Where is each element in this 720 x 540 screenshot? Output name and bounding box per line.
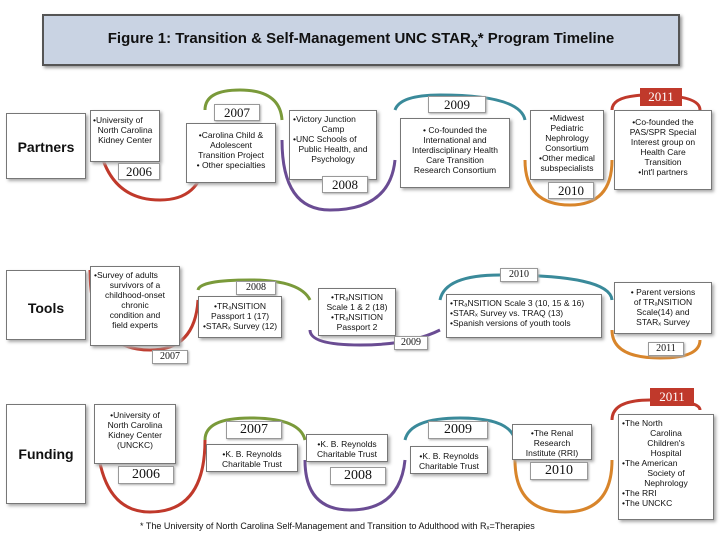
line: •The RRI: [622, 488, 657, 498]
tools-year-2008: 2008: [236, 281, 276, 295]
line: •UNC Schools of: [293, 134, 357, 144]
funding-final-list: [618, 414, 714, 520]
partners-midwest: [530, 110, 604, 180]
line: Interdisciplinary Health: [412, 145, 498, 155]
line: Charitable Trust: [419, 461, 479, 471]
funding-reynolds-2007: [206, 444, 298, 472]
line: Charitable Trust: [222, 459, 282, 469]
line: condition and: [109, 310, 161, 320]
partners-label: Partners: [17, 139, 75, 155]
partners-unc-kidney: [90, 110, 160, 162]
line: Psychology: [311, 154, 355, 164]
tools-year-2011: 2011: [648, 342, 684, 356]
line: STARₓ Survey: [636, 317, 690, 327]
line: •K. B. Reynolds: [222, 449, 282, 459]
line: Passport 1 (17): [210, 311, 270, 321]
tools-year-2009: 2009: [394, 336, 428, 350]
title-subscript: x: [470, 36, 478, 50]
line: Hospital: [650, 448, 682, 458]
line: •The UNCKC: [622, 498, 673, 508]
line: subspecialists: [540, 163, 594, 173]
tools-transition-scales: [318, 288, 396, 336]
funding-year-2010: 2010: [530, 462, 588, 480]
line: • Parent versions: [630, 287, 696, 297]
partners-international: [400, 118, 510, 188]
line: of TRₐNSITION: [633, 297, 693, 307]
funding-year-2006: 2006: [118, 466, 174, 484]
line: Transition Project: [198, 150, 264, 160]
line: Kidney Center: [98, 135, 152, 145]
line: •K. B. Reynolds: [419, 451, 479, 461]
tools-scale3: [446, 294, 602, 338]
line: childhood-onset: [104, 290, 165, 300]
tools-survey-adults: [90, 266, 180, 346]
line: Scale 1 & 2 (18): [326, 302, 388, 312]
line: •TRₐNSITION: [331, 292, 383, 302]
partners-child-adolescent: [186, 123, 276, 183]
line: Interest group on: [630, 137, 696, 147]
line: Care Transition: [426, 155, 484, 165]
line: Passport 2: [336, 322, 378, 332]
line: Scale(14) and: [636, 307, 690, 317]
partners-year-2008: 2008: [322, 176, 368, 193]
partners-year-2006: 2006: [118, 163, 160, 180]
partners-year-2007: 2007: [214, 104, 260, 121]
line: Consortium: [545, 143, 589, 153]
line: Nephrology: [644, 478, 688, 488]
line: Institute (RRI): [525, 448, 579, 458]
partners-victory-junction: [289, 110, 377, 180]
tools-label: Tools: [27, 300, 65, 316]
tools-year-2010: 2010: [500, 268, 538, 282]
line: •The North: [622, 418, 663, 428]
title-tail: * Program Timeline: [477, 30, 615, 47]
line: Research: [533, 438, 571, 448]
funding-reynolds-2009: [410, 446, 488, 474]
line: •TRₐNSITION: [331, 312, 383, 322]
line: •Int'l partners: [638, 167, 688, 177]
funding-renal-research: [512, 424, 592, 460]
line: •K. B. Reynolds: [317, 439, 377, 449]
line: Pediatric: [550, 123, 584, 133]
line: Research Consortium: [413, 165, 497, 175]
line: •Spanish versions of youth tools: [450, 318, 571, 328]
line: •Other medical: [539, 153, 595, 163]
line: Transition: [644, 157, 682, 167]
line: •STARₓ Survey vs. TRAQ (13): [450, 308, 564, 318]
line: •Victory Junction: [293, 114, 356, 124]
line: Adolescent: [209, 140, 253, 150]
line: field experts: [112, 320, 158, 330]
partners-year-2010: 2010: [548, 182, 594, 199]
line: •TRₐNSITION: [214, 301, 266, 311]
line: North Carolina: [107, 420, 163, 430]
line: •The Renal: [530, 428, 574, 438]
funding-label: Funding: [18, 446, 74, 462]
funding-unc-kidney: [94, 404, 176, 464]
footnote: * The University of North Carolina Self-Management and Transition to Adulthood with Rₓ=Therapies: [140, 521, 535, 531]
funding-year-2008: 2008: [330, 467, 386, 485]
line: Health Care: [640, 147, 686, 157]
line: •University of: [110, 410, 160, 420]
line: chronic: [121, 300, 149, 310]
partners-year-2009: 2009: [428, 96, 486, 113]
line: PAS/SPR Special: [629, 127, 697, 137]
partners-pas-spr: [614, 110, 712, 190]
line: Public Health, and: [298, 144, 368, 154]
line: Children's: [647, 438, 685, 448]
tools-year-2007: 2007: [152, 350, 188, 364]
line: •Co-founded the: [632, 117, 694, 127]
line: survivors of a: [109, 280, 161, 290]
funding-year-2007: 2007: [226, 421, 282, 439]
funding-year-2009: 2009: [428, 421, 488, 439]
line: Carolina: [650, 428, 682, 438]
line: •Survey of adults: [94, 270, 158, 280]
line: •TRₐNSITION Scale 3 (10, 15 & 16): [450, 298, 585, 308]
line: •STARₓ Survey (12): [202, 321, 278, 331]
line: International and: [423, 135, 487, 145]
line: (UNCKC): [117, 440, 153, 450]
title-main: Figure 1: Transition & Self-Management UNC STAR: [107, 30, 471, 47]
line: •University of: [93, 115, 143, 125]
funding-year-2011: 2011: [650, 388, 694, 406]
line: Kidney Center: [108, 430, 162, 440]
partners-year-2011: 2011: [640, 88, 682, 106]
line: •The American: [622, 458, 678, 468]
tools-parent-versions: [614, 282, 712, 334]
line: Camp: [321, 124, 345, 134]
figure-title: [42, 30, 680, 50]
line: • Other specialties: [196, 160, 266, 170]
line: Society of: [647, 468, 685, 478]
tools-passport: [198, 296, 282, 338]
line: Nephrology: [545, 133, 589, 143]
line: •Midwest: [549, 113, 585, 123]
funding-reynolds-2008: [306, 434, 388, 462]
line: •Carolina Child &: [198, 130, 264, 140]
line: Charitable Trust: [317, 449, 377, 459]
line: • Co-founded the: [423, 125, 487, 135]
line: North Carolina: [97, 125, 153, 135]
